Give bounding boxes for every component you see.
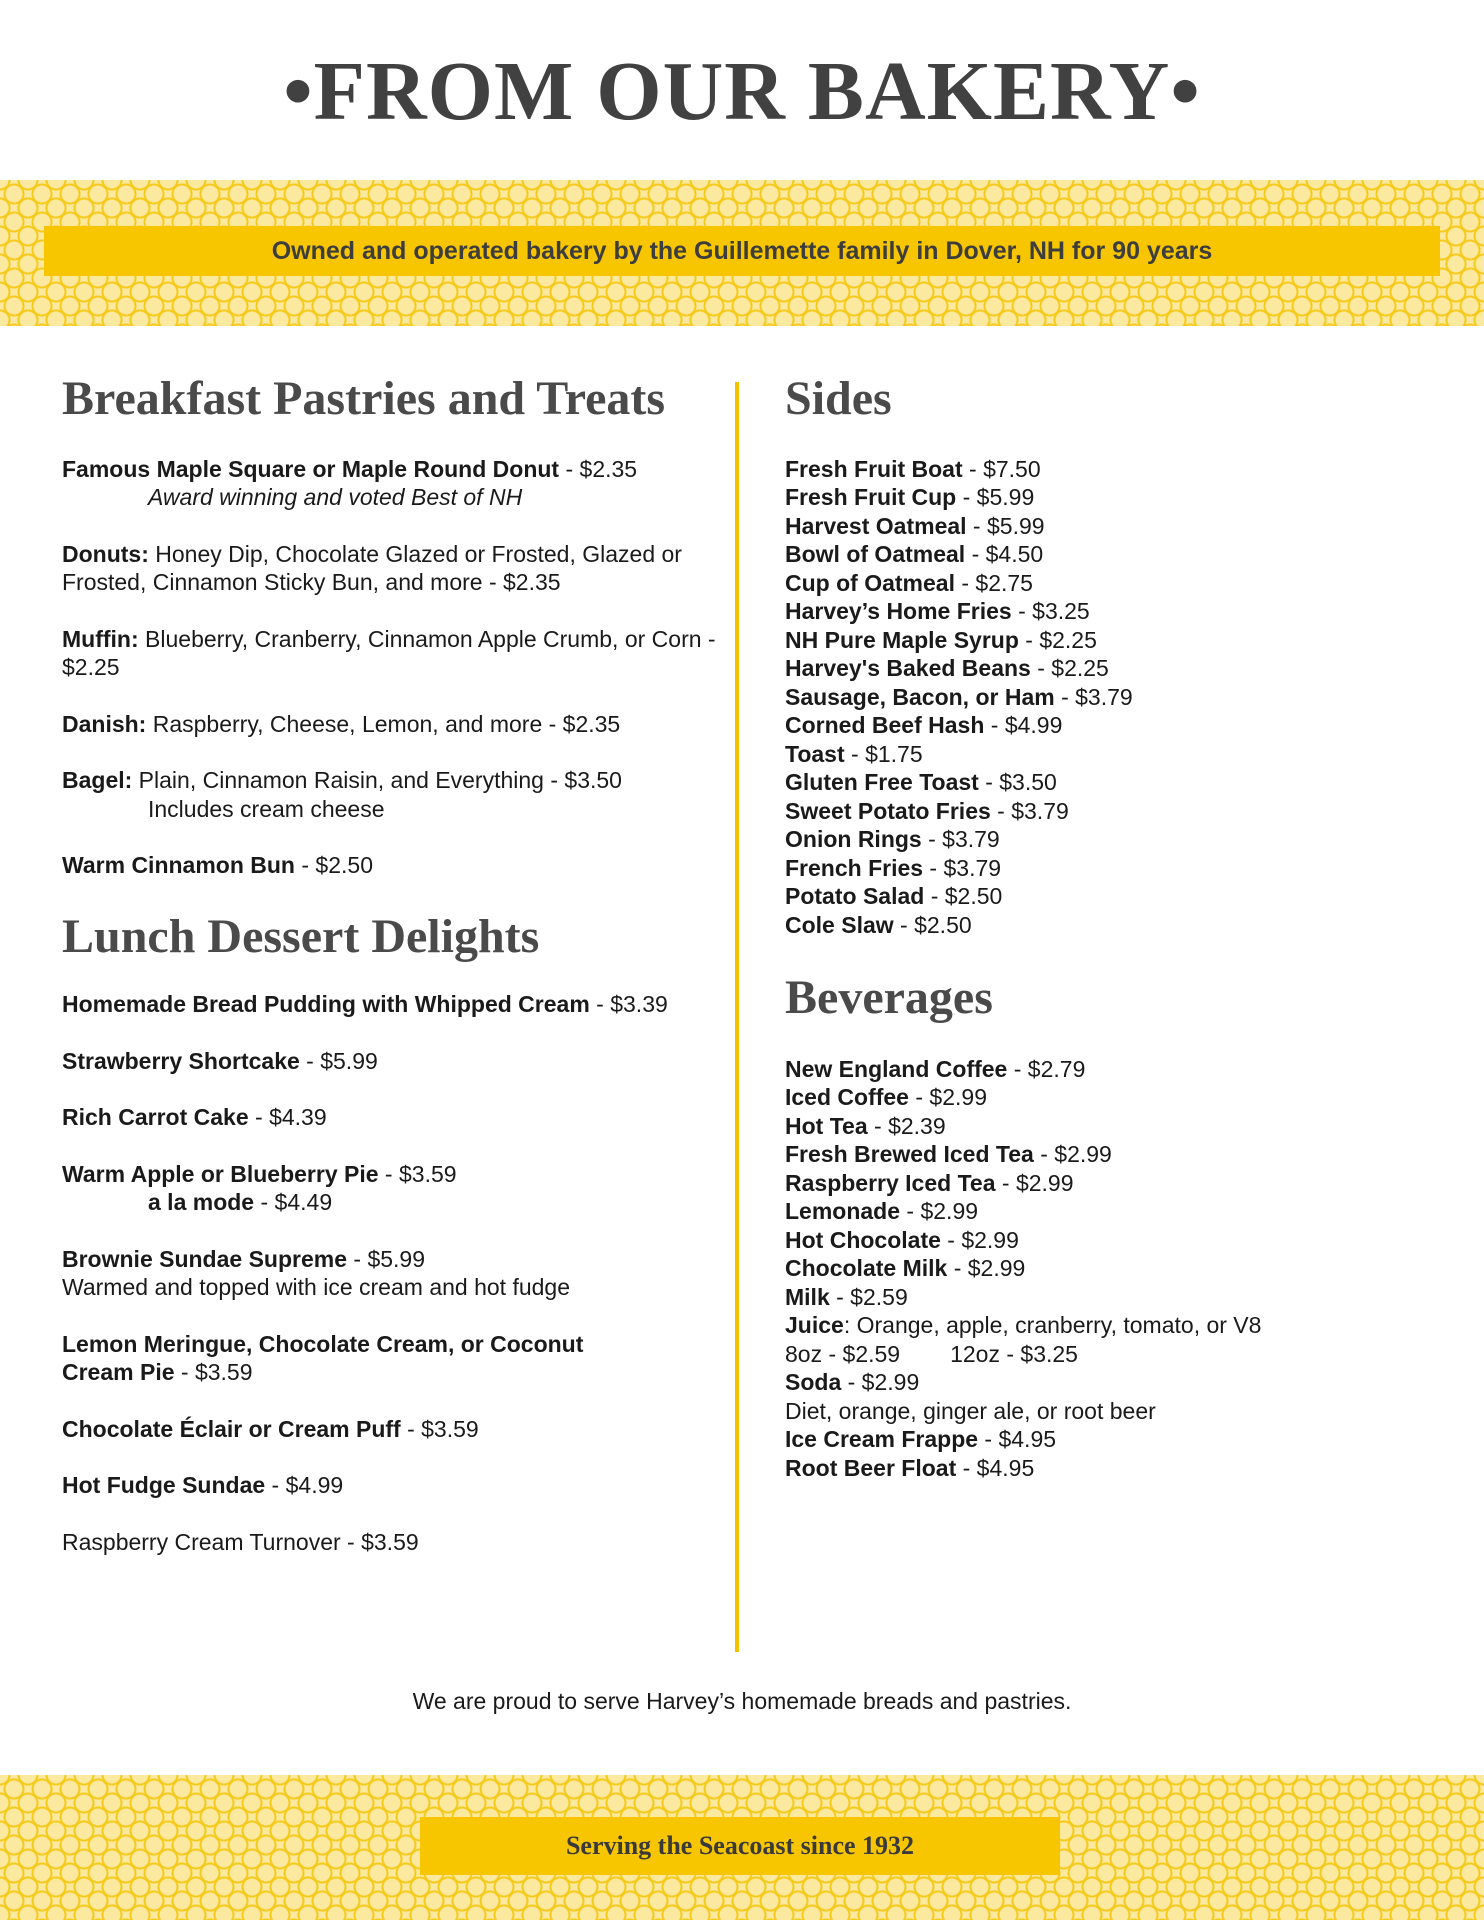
item-name: Sausage, Bacon, or Ham [785,683,1055,710]
list-item [785,1283,1425,1312]
beverages-list [785,1055,1425,1483]
soda-note: Diet, orange, ginger ale, or root beer [785,1397,1156,1424]
sides-list [785,455,1425,940]
item-name: Chocolate Milk [785,1255,948,1282]
list-item [785,654,1425,683]
menu-item-cream-pie [62,1330,622,1387]
item-price: - $3.59 [174,1359,253,1386]
item-name: Fresh Brewed Iced Tea [785,1141,1034,1168]
item-name: Strawberry Shortcake [62,1047,300,1074]
breakfast-section-title: Breakfast Pastries and Treats [62,372,666,425]
menu-item-shortcake [62,1047,727,1076]
item-price: - $2.99 [940,1226,1019,1253]
item-name: Corned Beef Hash [785,712,985,739]
item-price: - $2.99 [995,1169,1074,1196]
item-price: - $3.79 [990,797,1069,824]
item-price: - $3.79 [1054,683,1133,710]
column-divider [735,382,739,1652]
item-price: - $3.79 [923,854,1002,881]
list-item [785,483,1425,512]
item-desc: Blueberry, Cranberry, Cinnamon Apple Crumb, or Corn - $2.25 [62,625,716,681]
item-name: New England Coffee [785,1055,1008,1082]
item-alamode [62,1188,727,1217]
list-item [785,740,1425,769]
item-name: NH Pure Maple Syrup [785,626,1019,653]
item-price: - $2.99 [947,1255,1026,1282]
item-name: Hot Chocolate [785,1226,941,1253]
item-note: Warmed and topped with ice cream and hot fudge [62,1274,570,1301]
menu-item-hot-fudge-sundae [62,1471,727,1500]
menu-item-bagel [62,766,727,823]
item-name: Fresh Fruit Cup [785,484,957,511]
list-item [785,768,1425,797]
list-item [785,1083,1425,1112]
list-item [785,882,1425,911]
list-item [785,1169,1425,1198]
item-name: Milk [785,1283,830,1310]
item-price: - $2.50 [294,852,373,879]
lunch-list [62,990,727,1556]
item-name: Root Beer Float [785,1454,957,1481]
list-item [785,911,1425,940]
beverages-section-title: Beverages [785,971,993,1025]
item-name: Sweet Potato Fries [785,797,991,824]
menu-item-maple-donut [62,455,727,512]
list-item [785,597,1425,626]
item-price: - $2.99 [1033,1141,1112,1168]
tagline-banner: Owned and operated bakery by the Guillemette family in Dover, NH for 90 years [44,226,1440,276]
item-name: Cole Slaw [785,911,894,938]
item-name: Brownie Sundae Supreme [62,1245,348,1272]
list-item [785,711,1425,740]
item-name: Bagel: [62,767,133,794]
item-desc: Raspberry, Cheese, Lemon, and more - $2.35 [146,710,621,737]
menu-item-soda [785,1368,1425,1397]
item-price: - $4.50 [965,541,1044,568]
list-item [785,854,1425,883]
item-price: - $5.99 [299,1047,378,1074]
item-price: - $3.25 [1011,598,1090,625]
item-name: Chocolate Éclair or Cream Puff [62,1415,401,1442]
item-name: Potato Salad [785,883,925,910]
item-note: Award winning and voted Best of NH [148,484,523,511]
item-price: - $3.79 [921,826,1000,853]
list-item [785,1055,1425,1084]
item-name: Hot Tea [785,1112,868,1139]
footer-banner: Serving the Seacoast since 1932 [420,1817,1060,1875]
item-name: Lemonade [785,1198,901,1225]
item-name: Lemon Meringue, Chocolate Cream, or Coconut Cream Pie [62,1330,584,1386]
item-name: Gluten Free Toast [785,769,979,796]
menu-item-turnover: Raspberry Cream Turnover - $3.59 [62,1528,419,1555]
item-price: - $5.99 [966,512,1045,539]
item-price: - $2.99 [841,1369,920,1396]
item-name: a la mode [148,1189,255,1216]
menu-item-carrot-cake [62,1103,727,1132]
menu-item-eclair [62,1415,727,1444]
item-price: - $3.59 [400,1415,479,1442]
item-price: - $4.49 [254,1189,333,1216]
menu-item-brownie-sundae [62,1245,727,1302]
left-column [62,370,727,1556]
menu-item-muffin [62,625,727,682]
item-name: Harvey's Baked Beans [785,655,1031,682]
item-name: Raspberry Iced Tea [785,1169,996,1196]
item-name: Hot Fudge Sundae [62,1472,266,1499]
menu-item-frappe [785,1425,1425,1454]
item-price: - $2.39 [867,1112,946,1139]
item-price: - $4.99 [984,712,1063,739]
item-price: - $4.39 [248,1104,327,1131]
item-price: - $2.59 [829,1283,908,1310]
item-price: - $5.99 [956,484,1035,511]
item-price: - $3.39 [589,991,668,1018]
item-desc: Honey Dip, Chocolate Glazed or Frosted, Glazed or Frosted, Cinnamon Sticky Bun, and more - $2.35 [62,540,682,596]
juice-large: 12oz - $3.25 [950,1340,1078,1367]
item-price: - $4.95 [978,1426,1057,1453]
item-price: - $2.99 [908,1084,987,1111]
list-item [785,797,1425,826]
item-name: Warm Cinnamon Bun [62,852,295,879]
item-name: Ice Cream Frappe [785,1426,979,1453]
item-price: - $5.99 [347,1245,426,1272]
list-item [785,1112,1425,1141]
item-desc: : Orange, apple, cranberry, tomato, or V8 [843,1312,1262,1339]
item-price: - $2.79 [1007,1055,1086,1082]
list-item [785,512,1425,541]
item-note: Includes cream cheese [148,795,385,822]
list-item [785,455,1425,484]
item-price: - $3.59 [378,1160,457,1187]
item-price: - $1.75 [844,740,923,767]
item-name: Juice [785,1312,844,1339]
list-item [785,1140,1425,1169]
item-price: - $2.25 [1030,655,1109,682]
item-name: Fresh Fruit Boat [785,455,963,482]
list-item [785,825,1425,854]
item-name: French Fries [785,854,924,881]
list-item [785,626,1425,655]
menu-item-cinnamon-bun [62,851,727,880]
item-desc: Plain, Cinnamon Raisin, and Everything - $3.50 [132,767,622,794]
item-name: Donuts: [62,540,149,567]
item-price: - $2.25 [1018,626,1097,653]
list-item [785,1197,1425,1226]
menu-item-root-beer-float [785,1454,1425,1483]
item-name: Iced Coffee [785,1084,909,1111]
item-price: - $2.99 [900,1198,979,1225]
item-name: Harvest Oatmeal [785,512,967,539]
item-name: Onion Rings [785,826,922,853]
list-item [785,1254,1425,1283]
item-name: Toast [785,740,845,767]
item-name: Bowl of Oatmeal [785,541,966,568]
item-name: Soda [785,1369,842,1396]
menu-item-donuts [62,540,727,597]
right-column [785,370,1425,1482]
item-price: - $2.50 [893,911,972,938]
item-name: Danish: [62,710,147,737]
footer-note: We are proud to serve Harvey’s homemade breads and pastries. [412,1688,1072,1714]
item-name: Rich Carrot Cake [62,1104,249,1131]
juice-small: 8oz - $2.59 [785,1340,901,1367]
item-price: - $7.50 [962,455,1041,482]
menu-item-bread-pudding [62,990,727,1019]
item-price: - $2.50 [924,883,1003,910]
item-price: - $4.95 [956,1454,1035,1481]
item-price: - $4.99 [265,1472,344,1499]
lunch-section-title: Lunch Dessert Delights [62,909,540,963]
menu-item-pie [62,1160,727,1217]
item-price: - $3.50 [978,769,1057,796]
item-name: Cup of Oatmeal [785,569,955,596]
item-name: Muffin: [62,625,139,652]
list-item [785,569,1425,598]
item-name: Harvey’s Home Fries [785,598,1012,625]
menu-item-danish [62,710,727,739]
item-price: - $2.35 [559,455,638,482]
menu-item-juice [785,1311,1425,1340]
item-price: - $2.75 [954,569,1033,596]
list-item [785,1226,1425,1255]
item-name: Homemade Bread Pudding with Whipped Cream [62,991,590,1018]
sides-section-title: Sides [785,372,892,425]
item-name: Warm Apple or Blueberry Pie [62,1160,379,1187]
breakfast-list [62,455,727,880]
juice-sizes [785,1340,1425,1369]
list-item [785,683,1425,712]
item-name: Famous Maple Square or Maple Round Donut [62,455,560,482]
list-item [785,540,1425,569]
page-title: •FROM OUR BAKERY• [283,45,1201,138]
